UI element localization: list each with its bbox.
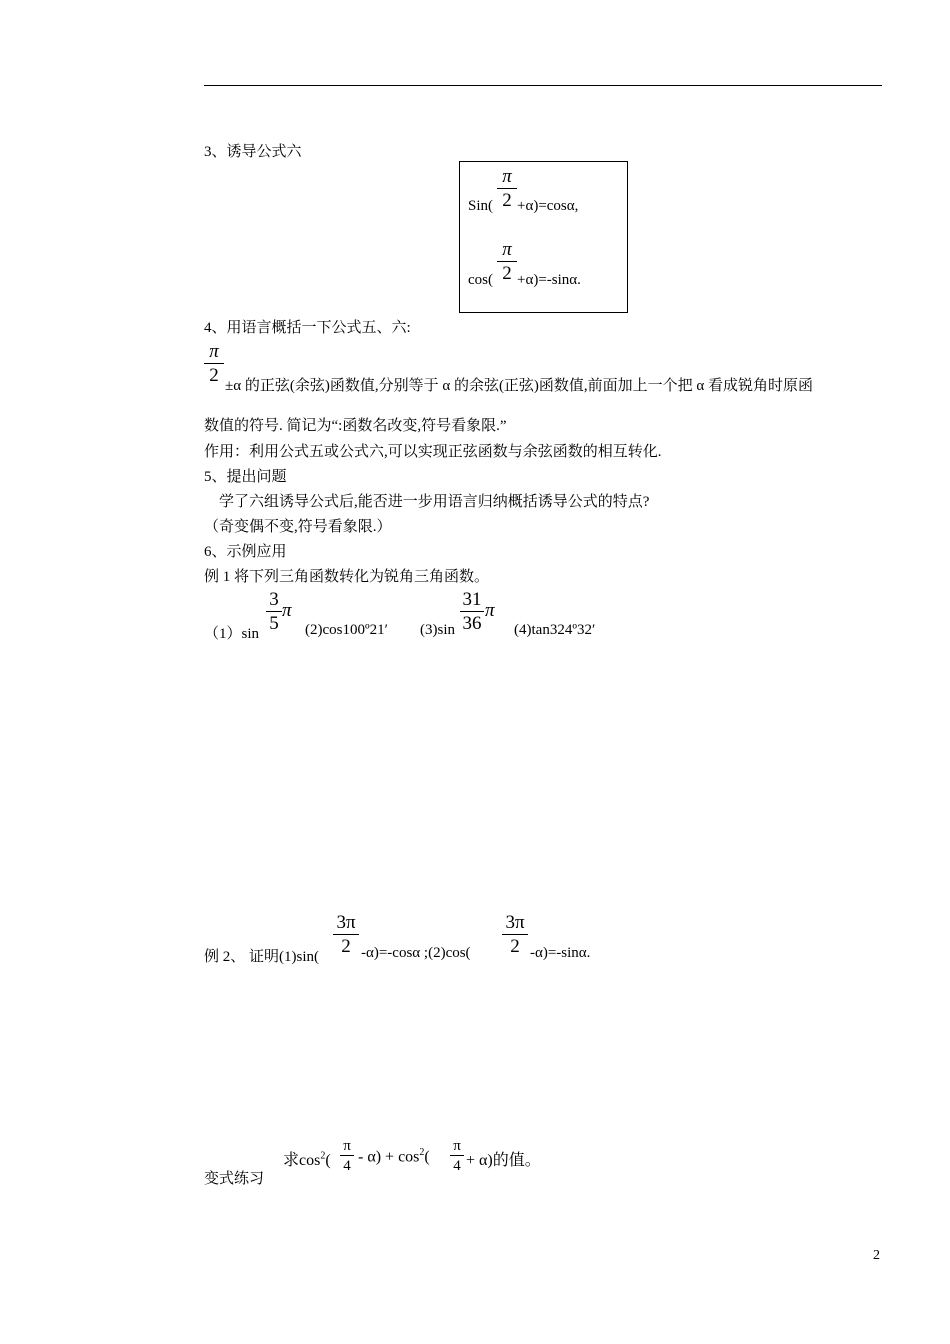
- variant-fraction1: [340, 1138, 354, 1174]
- fraction-denominator: 2: [341, 936, 351, 957]
- fraction-denominator: 36: [462, 613, 482, 634]
- usage-text: 作用：利用公式五或公式六,可以实现正弦函数与余弦函数的相互转化.: [204, 444, 662, 460]
- example2-fraction2: [502, 913, 528, 957]
- example2-prefix: 例 2、 证明(1)sin(: [204, 949, 319, 965]
- section5-title: 5、提出问题: [204, 469, 287, 485]
- example1-title: 例 1 将下列三角函数转化为锐角三角函数。: [204, 569, 490, 585]
- pi-symbol: π: [485, 600, 495, 621]
- fraction-numerator: π: [502, 166, 512, 187]
- example1-item1-prefix: （1）sin: [204, 626, 260, 642]
- section6-title: 6、示例应用: [204, 544, 287, 560]
- section4-line1: ±α 的正弦(余弦)函数值,分别等于 α 的余弦(正弦)函数值,前面加上一个把 α 看成锐角时原函: [225, 378, 814, 394]
- formula-line2-fraction: [497, 240, 517, 284]
- section4-line2: 数值的符号. 简记为“:函数名改变,符号看象限.”: [204, 418, 507, 434]
- formula-line1-prefix: Sin(: [468, 198, 494, 214]
- fraction-denominator: 2: [510, 936, 520, 957]
- example1-item1-fraction: [266, 590, 282, 634]
- variant-minus-alpha: - α) +: [358, 1148, 399, 1166]
- section4-fraction: [204, 342, 224, 386]
- variant-plus-alpha: + α)的值。: [466, 1152, 541, 1169]
- fraction-numerator: π: [209, 341, 219, 362]
- cos-function: cos: [299, 1152, 321, 1169]
- fraction-bar: [497, 261, 517, 262]
- formula-box: [459, 161, 628, 313]
- fraction-bar: [450, 1155, 464, 1156]
- example1-item3-fraction: [460, 590, 484, 634]
- fraction-bar: [340, 1155, 354, 1156]
- variant-label: 变式练习: [204, 1171, 265, 1187]
- fraction-bar: [460, 611, 484, 612]
- fraction-numerator: π: [453, 1138, 461, 1154]
- variant-qiu: 求: [283, 1152, 300, 1169]
- square-exponent: 2: [320, 1150, 326, 1162]
- fraction-denominator: 4: [453, 1158, 461, 1174]
- example2-fraction1: [333, 913, 359, 957]
- header-rule: [204, 85, 882, 86]
- fraction-denominator: 4: [343, 1158, 351, 1174]
- fraction-bar: [497, 188, 517, 189]
- fraction-numerator: π: [502, 239, 512, 260]
- fraction-numerator: 31: [462, 589, 482, 610]
- formula-line1-fraction: [497, 167, 517, 211]
- section3-title: 3、诱导公式六: [204, 144, 302, 160]
- fraction-bar: [204, 363, 224, 364]
- square-exponent: 2: [419, 1147, 425, 1158]
- formula-line1-suffix: +α)=cosα,: [517, 198, 579, 214]
- example2-suffix: -α)=-sinα.: [530, 945, 591, 961]
- variant-expression-mid: [358, 1147, 430, 1166]
- section5-question: 学了六组诱导公式后,能否进一步用语言归纳概括诱导公式的特点?: [219, 494, 650, 510]
- example2-mid: -α)=-cosα ;(2)cos(: [361, 945, 471, 961]
- section4-title: 4、用语言概括一下公式五、六:: [204, 320, 411, 336]
- example1-item4: (4)tan324º32′: [514, 622, 596, 638]
- section5-answer: （奇变偶不变,符号看象限.）: [204, 519, 392, 535]
- fraction-numerator: 3π: [505, 912, 525, 933]
- pi-symbol: π: [282, 600, 292, 621]
- open-paren: (: [424, 1148, 430, 1166]
- fraction-numerator: π: [343, 1138, 351, 1154]
- fraction-bar: [502, 934, 528, 935]
- fraction-numerator: 3: [269, 589, 279, 610]
- fraction-bar: [333, 934, 359, 935]
- variant-fraction2: [450, 1138, 464, 1174]
- fraction-numerator: 3π: [336, 912, 356, 933]
- fraction-denominator: 5: [269, 613, 279, 634]
- fraction-denominator: 2: [502, 190, 512, 211]
- example1-item2: (2)cos100º21′: [305, 622, 388, 638]
- fraction-denominator: 2: [209, 365, 219, 386]
- fraction-denominator: 2: [502, 263, 512, 284]
- example1-item3-prefix: (3)sin: [420, 622, 455, 638]
- fraction-bar: [266, 611, 282, 612]
- open-paren: (: [325, 1152, 331, 1169]
- page-number: 2: [873, 1248, 880, 1263]
- formula-line2-suffix: +α)=-sinα.: [517, 272, 581, 288]
- formula-line2-prefix: cos(: [468, 272, 493, 288]
- variant-expression: [283, 1147, 331, 1170]
- cos-function: cos: [398, 1148, 420, 1166]
